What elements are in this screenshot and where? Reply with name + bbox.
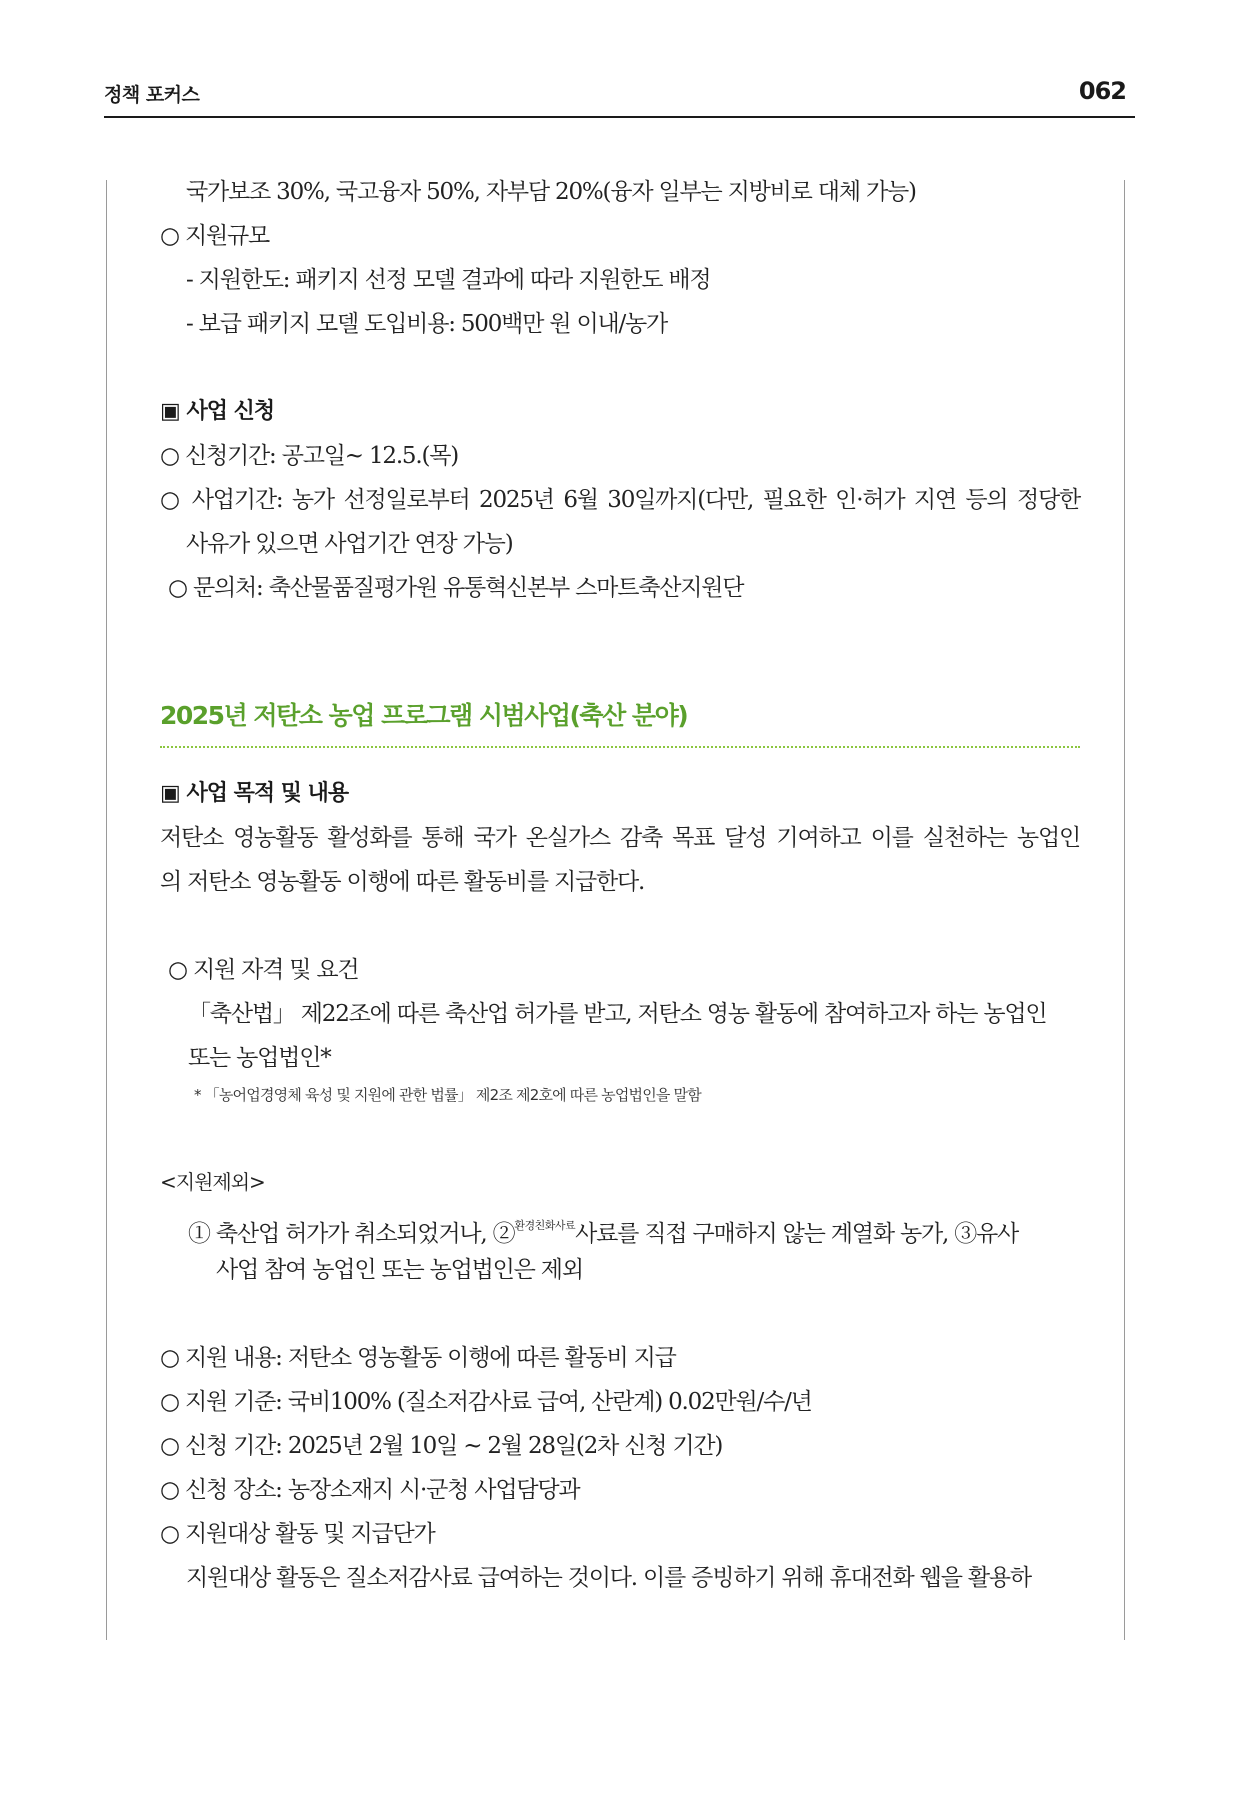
- section-title: 2025년 저탄소 농업 프로그램 시범사업(축산 분야): [160, 701, 688, 730]
- purpose-line1: 저탄소 영농활동 활성화를 통해 국가 온실가스 감축 목표 달성 기여하고 이를 실천하는 농업인: [160, 825, 1080, 851]
- page-number: 062: [1078, 77, 1126, 105]
- exclusion-line2: 사업 참여 농업인 또는 농업법인은 제외: [216, 1257, 583, 1283]
- detail-standard: ○ 지원 기준: 국비100% (질소저감사료 급여, 산란계) 0.02만원/수/년: [160, 1389, 812, 1415]
- detail-period: ○ 신청 기간: 2025년 2월 10일 ~ 2월 28일(2차 신청 기간): [160, 1433, 723, 1459]
- eligibility-title: ○ 지원 자격 및 요건: [168, 957, 359, 983]
- exclusion-heading: <지원제외>: [160, 1170, 265, 1194]
- eligibility-line2: 또는 농업법인*: [188, 1045, 331, 1071]
- purpose-heading: ▣ 사업 목적 및 내용: [160, 781, 349, 806]
- detail-content: ○ 지원 내용: 저탄소 영농활동 이행에 따른 활동비 지급: [160, 1345, 676, 1371]
- exclusion-superscript: 환경친화사료: [514, 1219, 576, 1232]
- activity-line: 지원대상 활동은 질소저감사료 급여하는 것이다. 이를 증빙하기 위해 휴대전화 웹을 활용하: [186, 1565, 1031, 1591]
- eligibility-line1: 「축산법」 제22조에 따른 축산업 허가를 받고, 저탄소 영농 활동에 참여하고자 하는 농업인: [188, 1001, 1047, 1027]
- left-margin-line: [106, 180, 107, 1640]
- purpose-line2: 의 저탄소 영농활동 이행에 따른 활동비를 지급한다.: [160, 869, 645, 895]
- exclusion-text-a: ① 축산업 허가가 취소되었거나, ②: [188, 1221, 515, 1247]
- contact-line: ○ 문의처: 축산물품질평가원 유통혁신본부 스마트축산지원단: [168, 575, 744, 601]
- section-dotted-rule: [160, 746, 1080, 748]
- detail-place: ○ 신청 장소: 농장소재지 시·군청 사업담당과: [160, 1477, 580, 1503]
- apply-period: ○ 신청기간: 공고일~ 12.5.(목): [160, 443, 459, 469]
- right-margin-line: [1124, 180, 1125, 1640]
- funding-line: 국가보조 30%, 국고융자 50%, 자부담 20%(융자 일부는 지방비로 대체 가능): [186, 179, 916, 205]
- exclusion-line1: [160, 1204, 1080, 1248]
- header-rule: [104, 116, 1135, 118]
- page-body: [160, 170, 1080, 1600]
- detail-activity-title: ○ 지원대상 활동 및 지급단가: [160, 1521, 435, 1547]
- project-period-line2: 사유가 있으면 사업기간 연장 가능): [186, 531, 513, 557]
- eligibility-footnote: * 「농어업경영체 육성 및 지원에 관한 법률」 제2조 제2호에 따른 농업법인을 말함: [194, 1086, 701, 1104]
- exclusion-text-b: 사료를 직접 구매하지 않는 계열화 농가, ③유사: [575, 1221, 1019, 1247]
- project-period-line1: ○ 사업기간: 농가 선정일로부터 2025년 6월 30일까지(다만, 필요한 인·허가 지연 등의 정당한: [160, 487, 1080, 513]
- section-label: 정책 포커스: [104, 84, 200, 106]
- scale-title: ○ 지원규모: [160, 223, 270, 249]
- apply-heading: ▣ 사업 신청: [160, 399, 275, 424]
- scale-item-limit: - 지원한도: 패키지 선정 모델 결과에 따라 지원한도 배정: [186, 267, 711, 293]
- scale-item-cost: - 보급 패키지 모델 도입비용: 500백만 원 이내/농가: [186, 311, 668, 337]
